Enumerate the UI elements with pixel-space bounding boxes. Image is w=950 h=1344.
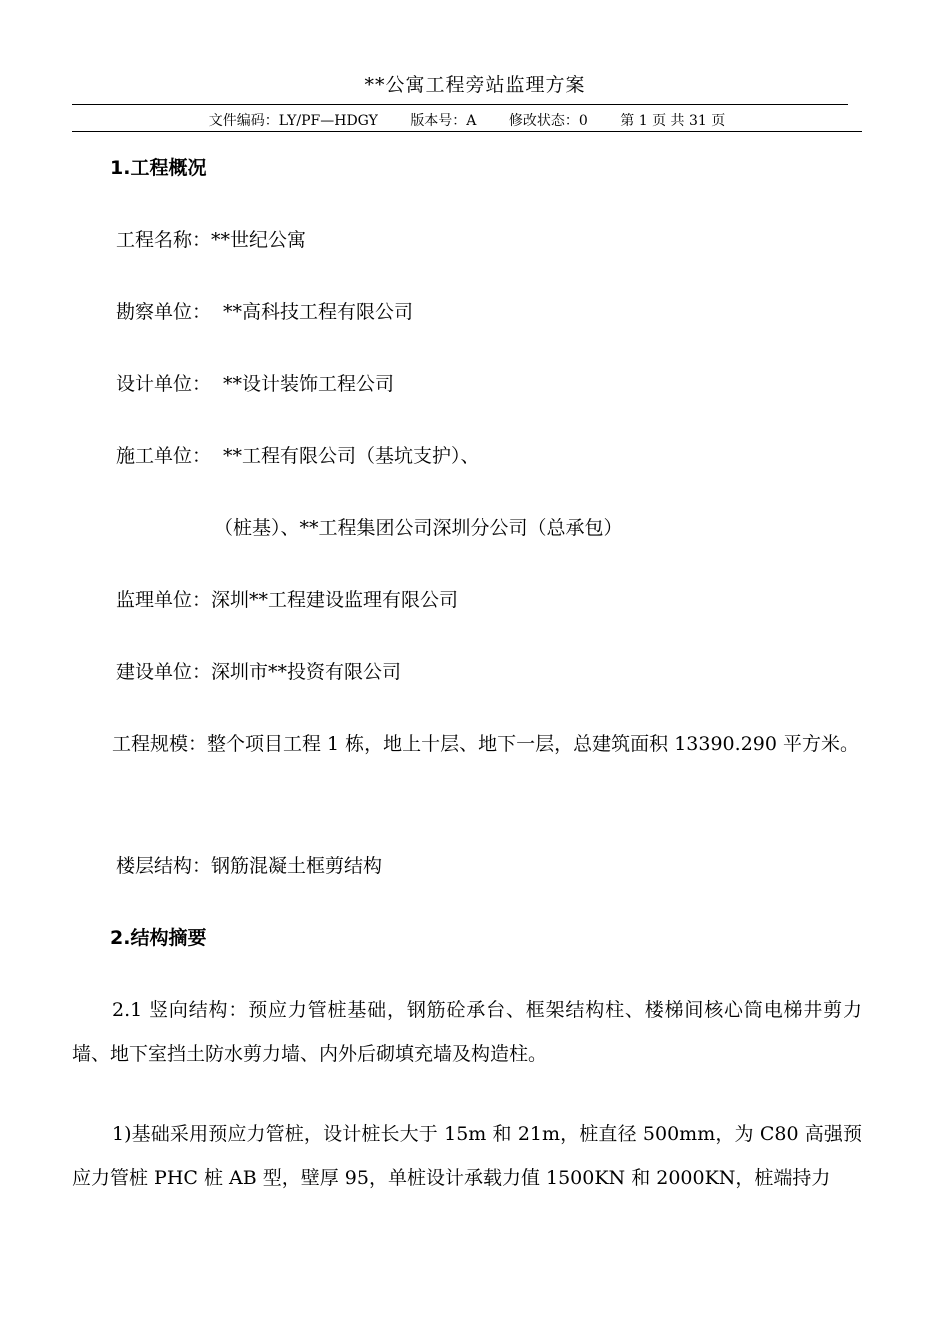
section-2-heading: 2.结构摘要: [110, 927, 207, 949]
design-value: **设计装饰工程公司: [223, 373, 395, 395]
construction-unit: [72, 444, 906, 468]
section-2-1-paragraph: 2.1 竖向结构：预应力管桩基础，钢筋砼承台、框架结构柱、楼梯间核心筒电梯井剪力墙、地下室挡土防水剪力墙、内外后砌填充墙及构造柱。: [72, 999, 862, 1065]
revision-status: 修改状态：0: [508, 113, 588, 129]
survey-unit: [72, 300, 906, 324]
header-rule-top: [72, 104, 848, 105]
section-1-heading: 1.工程概况: [110, 157, 207, 179]
floor-structure: 楼层结构：钢筋混凝土框剪结构: [116, 855, 383, 877]
header-rule-bottom: [72, 131, 862, 132]
owner-unit: 建设单位：深圳市**投资有限公司: [116, 661, 402, 683]
design-label: 设计单位：: [116, 373, 212, 395]
project-name: 工程名称：**世纪公寓: [116, 229, 307, 251]
header-meta: [72, 110, 862, 130]
page-info: 第 1 页 共 31 页: [620, 113, 726, 129]
survey-label: 勘察单位：: [116, 301, 212, 323]
construction-value: **工程有限公司（基坑支护）、: [223, 445, 480, 467]
header-title: **公寓工程旁站监理方案: [364, 74, 586, 96]
version: 版本号：A: [410, 113, 477, 129]
design-unit: [72, 372, 906, 396]
item-1-paragraph: 1)基础采用预应力管桩，设计桩长大于 15m 和 21m，桩直径 500mm，为 C80 高强预应力管桩 PHC 桩 AB 型，壁厚 95，单桩设计承载力值 1500KN 和 2000KN，桩端持力: [72, 1123, 862, 1189]
supervision-unit: 监理单位：深圳**工程建设监理有限公司: [116, 589, 459, 611]
construction-unit-line2: （桩基）、**工程集团公司深圳分公司（总承包）: [214, 517, 623, 539]
file-code: 文件编码：LY/PF—HDGY: [208, 113, 378, 129]
project-scale: 工程规模：整个项目工程 1 栋，地上十层、地下一层，总建筑面积 13390.290 平方米。: [112, 733, 859, 755]
survey-value: **高科技工程有限公司: [223, 301, 414, 323]
construction-label: 施工单位：: [116, 445, 212, 467]
